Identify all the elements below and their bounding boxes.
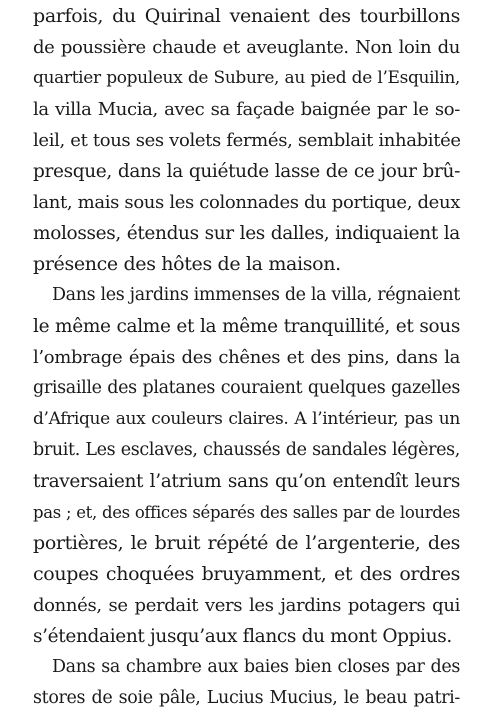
text-line: d’Afrique aux couleurs claires. A l’intérieur, pas un [33, 409, 460, 429]
text-line: s’étendaient jusqu’aux flancs du mont Oppius. [33, 626, 452, 647]
text-line: parfois, du Quirinal venaient des tourbillons [33, 5, 460, 27]
text-line: molosses, étendus sur les dalles, indiquaient la [33, 223, 460, 244]
text-line: la villa Mucia, avec sa façade baignée par le so- [33, 99, 460, 120]
text-line: bruit. Les esclaves, chaussés de sandales légères, [33, 440, 460, 460]
text-line: stores de soie pâle, Lucius Mucius, le beau patri- [33, 688, 460, 708]
text-line: présence des hôtes de la maison. [33, 253, 341, 275]
text-line: de poussière chaude et aveuglante. Non loin du [33, 37, 460, 58]
text-line: pas ; et, des offices séparés des salles par de lourdes [33, 503, 460, 522]
text-line: Dans sa chambre aux baies bien closes par des [52, 657, 460, 677]
text-line: coupes choquées bruyamment, et des ordres [33, 563, 460, 585]
text-line: traversaient l’atrium sans qu’on entendît leurs [33, 471, 460, 492]
text-line: quartier populeux de Subure, au pied de l’Esquilin, [33, 68, 460, 88]
text-line: lant, mais sous les colonnades du portique, deux [33, 192, 460, 213]
text-line: le même calme et la même tranquillité, et sous [33, 316, 460, 337]
text-line: leil, et tous ses volets fermés, semblait inhabitée [33, 130, 461, 151]
text-line: portières, le bruit répété de l’argenterie, des [33, 532, 460, 554]
text-line: l’ombrage épais des chênes et des pins, dans la [33, 347, 460, 368]
text-line: grisaille des platanes couraient quelques gazelles [33, 378, 460, 398]
text-line: presque, dans la quiétude lasse de ce jour brû- [33, 161, 460, 182]
text-line: donnés, se perdait vers les jardins potagers qui [33, 595, 460, 616]
text-line: Dans les jardins immenses de la villa, régnaient [52, 285, 460, 305]
